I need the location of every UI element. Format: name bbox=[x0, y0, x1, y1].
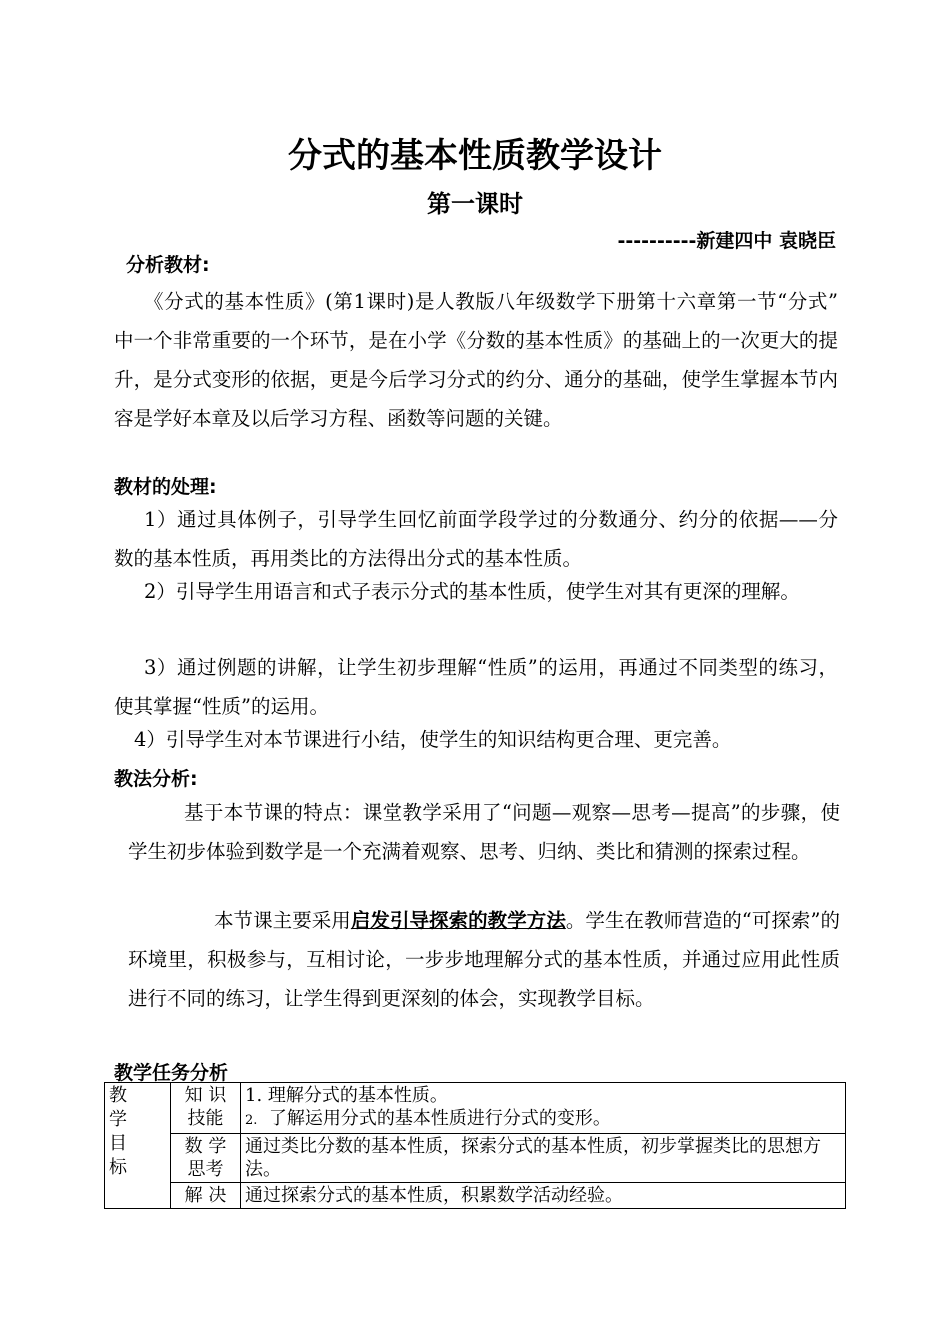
goal-char: 教 bbox=[109, 1085, 127, 1106]
method-paragraph-2 bbox=[128, 901, 840, 1018]
category-cell: 解 决 bbox=[171, 1183, 241, 1209]
category-cell: 数 学 思考 bbox=[171, 1134, 241, 1183]
line-number: 2. bbox=[245, 1113, 258, 1128]
goal-char: 学 bbox=[109, 1109, 127, 1130]
processing-item-3: 3）通过例题的讲解，让学生初步理解“性质”的运用，再通过不同类型的练习，使其掌握“性质”的运用。 bbox=[114, 656, 838, 718]
processing-item-1: 1）通过具体例子，引导学生回忆前面学段学过的分数通分、约分的依据——分数的基本性质，再用类比的方法得出分式的基本性质。 bbox=[114, 508, 838, 570]
document-title: 分式的基本性质教学设计 bbox=[288, 136, 662, 176]
table-row bbox=[105, 1134, 846, 1183]
table-row bbox=[105, 1083, 846, 1134]
heading-method: 教法分析: bbox=[114, 768, 198, 790]
content-cell: 通过类比分数的基本性质，探索分式的基本性质，初步掌握类比的思想方法。 bbox=[241, 1134, 846, 1183]
content-line-text: 了解运用分式的基本性质进行分式的变形。 bbox=[268, 1108, 611, 1129]
analysis-paragraph: 《分式的基本性质》(第1课时)是人教版八年级数学下册第十六章第一节“分式” 中一个非常重要的一个环节，是在小学《分数的基本性质》的基础上的一次更大的提升，是分式变形的依据，更是今后学习分式的约分、通分的基础，使学生掌握本节内容是学好本章及以后学习方程、函数等问题的关键。 bbox=[114, 290, 838, 430]
heading-tasks: 教学任务分析 bbox=[114, 1062, 229, 1084]
processing-item-4: 4）引导学生对本节课进行小结，使学生的知识结构更合理、更完善。 bbox=[134, 728, 732, 751]
content-line: 1. 理解分式的基本性质。 bbox=[245, 1085, 448, 1106]
goal-label-cell bbox=[105, 1083, 171, 1209]
task-analysis-table bbox=[104, 1082, 846, 1209]
table-row bbox=[105, 1183, 846, 1209]
method-paragraph-1: 基于本节课的特点：课堂教学采用了“问题—观察—思考—提高”的步骤，使学生初步体验到数学是一个充满着观察、思考、归纳、类比和猜测的探索过程。 bbox=[128, 801, 840, 863]
content-line bbox=[245, 1107, 841, 1132]
author-line: ----------新建四中 袁晓臣 bbox=[617, 230, 836, 252]
goal-char: 目 bbox=[109, 1133, 127, 1154]
heading-analysis: 分析教材: bbox=[126, 254, 210, 276]
content-cell bbox=[241, 1083, 846, 1134]
method-p2-after: 。学生在教师营造的“可探索”的环境里，积极参与，互相讨论，一步步地理解分式的基本性质，并通过应用此性质进行不同的练习，让学生得到更深刻的体会，实现教学目标。 bbox=[128, 909, 840, 1010]
processing-item-2: 2）引导学生用语言和式子表示分式的基本性质，使学生对其有更深的理解。 bbox=[144, 580, 800, 603]
method-p2-before: 本节课主要采用 bbox=[214, 909, 351, 932]
goal-char: 标 bbox=[109, 1157, 127, 1178]
content-cell: 通过探索分式的基本性质，积累数学活动经验。 bbox=[241, 1183, 846, 1209]
category-cell: 知 识 技能 bbox=[171, 1083, 241, 1134]
heading-processing: 教材的处理: bbox=[114, 476, 217, 498]
document-subtitle: 第一课时 bbox=[427, 190, 523, 218]
method-emphasis: 启发引导探索的教学方法 bbox=[350, 909, 566, 932]
